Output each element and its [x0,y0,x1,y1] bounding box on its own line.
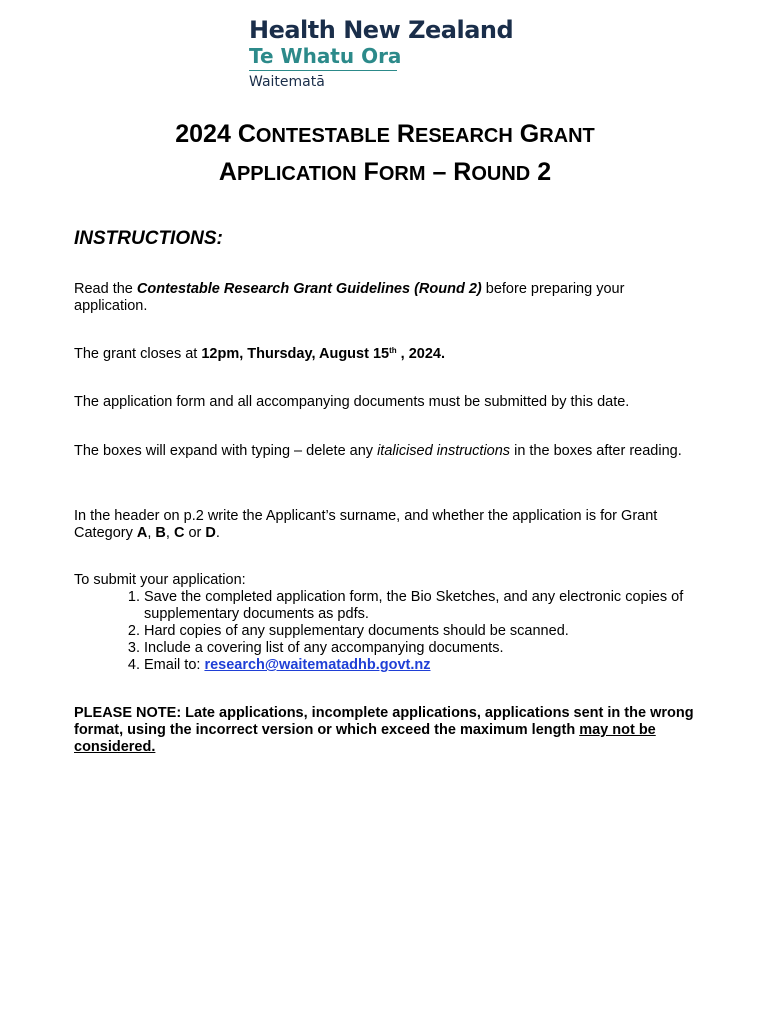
email-link[interactable]: research@waitematadhb.govt.nz [204,657,431,673]
submit-instructions [74,572,694,674]
logo-line-te-whatu-ora: Te Whatu Ora [249,44,402,68]
boxes-instruction-paragraph: The boxes will expand with typing – delete any italicised instructions in the boxes after reading. [74,443,682,459]
title-line-1: 2024 CONTESTABLE RESEARCH GRANT [175,120,595,148]
please-note-paragraph: PLEASE NOTE: Late applications, incomplete applications, applications sent in the wrong format, using the incorrect version or which exceed the maximum length may not be considered. [74,705,694,755]
title-line-2: APPLICATION FORM – ROUND 2 [218,158,552,186]
health-nz-logo [249,16,529,91]
document-title [0,116,770,192]
submission-deadline-paragraph: The application form and all accompanying documents must be submitted by this date. [74,394,630,410]
closing-date-paragraph: The grant closes at 12pm, Thursday, August 15th , 2024. [74,346,446,362]
guidelines-paragraph: Read the Contestable Research Grant Guidelines (Round 2) before preparing your application. [74,281,625,314]
instructions-heading: INSTRUCTIONS: [74,228,223,249]
logo-line-health-new-zealand: Health New Zealand [249,16,514,44]
submit-intro: To submit your application: [74,572,246,588]
list-item: 1. Save the completed application form, the Bio Sketches, and any electronic copies of supplementary documents as pdfs. [144,589,694,623]
logo-divider [249,70,397,71]
list-item: 3. Include a covering list of any accompanying documents. [144,640,694,657]
submit-steps-list [74,589,694,674]
list-item: 4. Email to: research@waitematadhb.govt.nz [144,657,694,674]
logo-line-waitemata: Waitematā [249,74,325,90]
header-instruction-paragraph: In the header on p.2 write the Applicant’s surname, and whether the application is for Grant Category A, B, C or D. [74,508,658,541]
list-item: 2. Hard copies of any supplementary documents should be scanned. [144,623,694,640]
